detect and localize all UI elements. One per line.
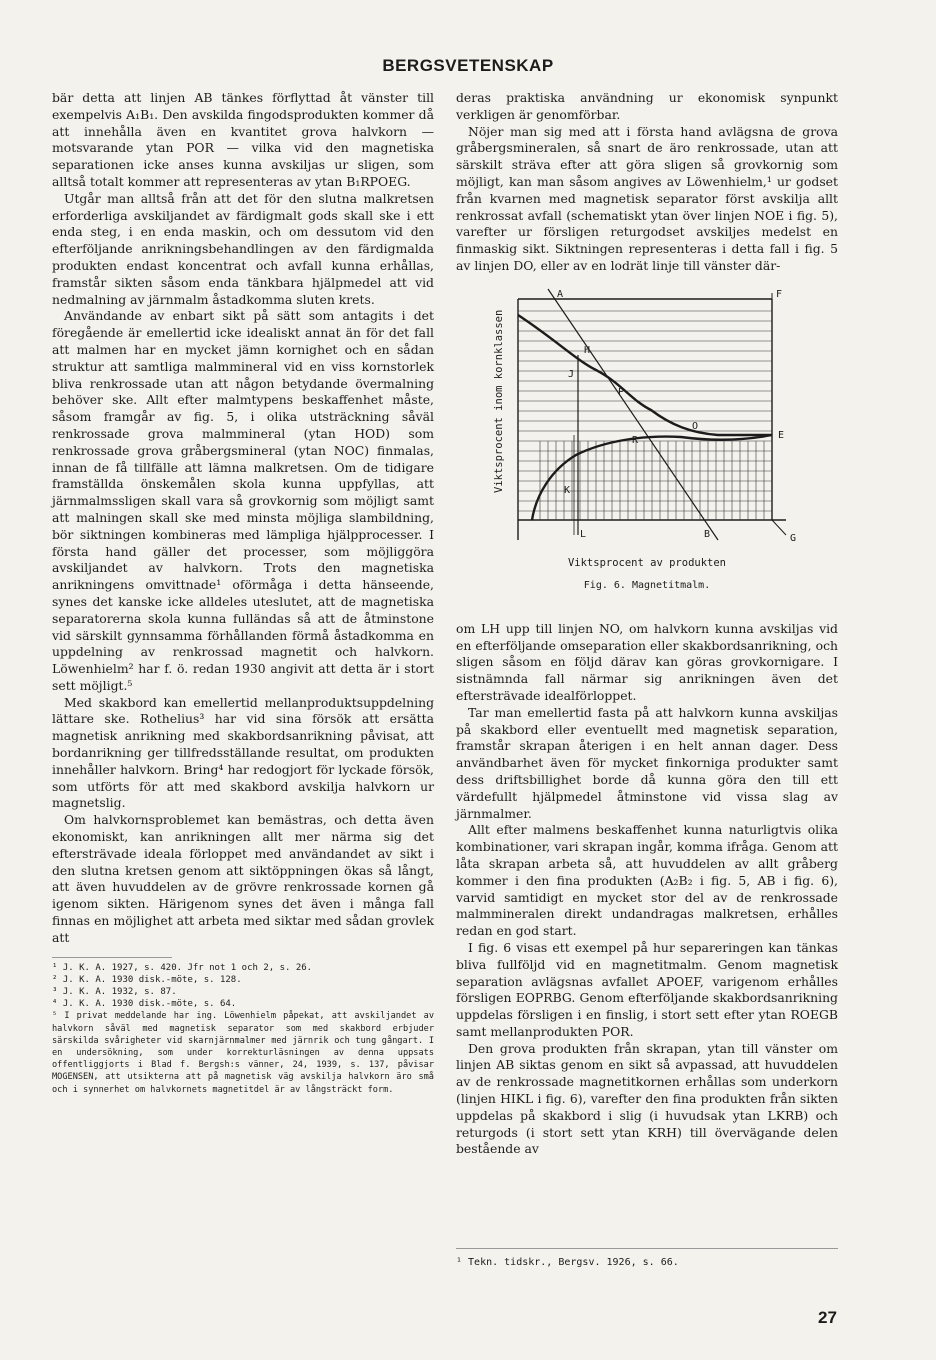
label-p: P [618,386,625,398]
paragraph: Tar man emellertid fasta på att halvkorn kunna avskiljas på skakbord eller eventuellt med magnetisk separation, framstår skrapan återigen i en helt annan dager. Dess användbarhet även för mycket finkorniga produkter samt dess driftsbillighet borde då kunna göra den till ett värdefullt hjälpmedel åtminstone vid vissa slag av järnmalmer. [456,704,838,821]
right-footnote: ¹ Tekn. tidskr., Bergsv. 1926, s. 66. [456,1248,838,1268]
label-f: F [776,288,783,300]
paragraph: deras praktiska användning ur ekonomisk synpunkt verkligen är genomförbar. [456,90,838,122]
figure-6 [456,285,838,615]
paragraph: Användande av enbart sikt på sätt som antagits i det föregående är emellertid icke idealiskt annat än för det fall att malmen har en mycket jämn kornighet och en sådan struktur att samtliga malmmineral vid en viss kornstorlek bliva renkrossade utan att någon betydande övermalning behöver ske. Allt efter malmtypens beskaffenhet måste, såsom framgår av fig. 5, i olika utsträckning såväl renkrossade grova malmmineral (ytan HOD) som renkrossade grova gråbergsmineral (ytan NOC) finmalas, innan de få tillfälle att lämna malkretsen. Om de tidigare framställda önskemålen skola kunna uppfyllas, att järnmalmssligen skall vara så grovkornig som möjligt samt att malningen skall ske med minsta möjliga slambildning, bör siktningen kombineras med lämpliga hjälpprocesser. I första hand gäller det processer, som möjliggöra avskiljandet av halvkorn. Trots den magnetiska anrikningens omvittnade¹ oförmåga i detta hänseende, synes det kanske icke alldeles uteslutet, att de magnetiska separatorerna skola kunna fulländas så att de åtminstone vid särskilt gynnsamma förhållanden förmå åstadkomma en uppdelning av renkrossad magnetit och halvkorn. Löwenhielm² har f. ö. redan 1930 angivit att detta är i stort sett möjligt.⁵ [52,308,434,693]
label-a: A [557,288,564,300]
x-axis-label: Viktsprocent av produkten [567,556,727,569]
paragraph: Utgår man alltså från att det för den slutna malkretsen erforderliga avskiljandet av färdigmalt gods skall ske i ett enda steg, i en enda maskin, och om dessutom vid den efterföljande anrikningsbehandlingen av den färdigmalda produkten endast koncentrat och avfall kunna erhållas, framstår sikten såsom enda tänkbara hjälpmedel att vid nedmalning av järnmalm åstadkomma sluten krets. [52,190,434,307]
paragraph: Nöjer man sig med att i första hand avlägsna de grova gråbergsmineralen, så snart de äro renkrossade, utan att särskilt sträva efter att göra sligen så grovkornig som möjligt, kan man såsom angives av Löwenhielm,¹ ur godset från kvarnen med magnetisk separator först avskilja allt renkrossat avfall (schematiskt ytan över linjen NOE i fig. 5), varefter ur försligen returgodset avskiljes medelst en finmaskig sikt. Siktningen representeras i detta fall i fig. 5 av linjen DO, eller av en lodrät linje till vänster där- [456,123,838,273]
label-j: J [568,368,575,380]
paragraph: Den grova produkten från skrapan, ytan till vänster om linjen AB siktas genom en sikt så avpassad, att huvuddelen av de renkrossade magnetitkornen erhållas som underkorn (linjen HIKL i fig. 6), varefter den fina produkten från sikten uppdelas på skakbord i slig (i huvudsak ytan LKRB) och returgods (i stort sett ytan KRH) till övervägande delen bestående av [456,1040,838,1157]
footnote: ² J. K. A. 1930 disk.-möte, s. 128. [52,974,242,985]
label-g: G [790,532,797,544]
right-column [456,90,838,1158]
y-axis-label: Viktsprocent inom kornklassen [493,309,505,493]
paragraph: Med skakbord kan emellertid mellanproduktsuppdelning lättare ske. Rothelius³ har vid sina försök att ersätta magnetisk anrikning med skakbordsanrikning påvisat, att bordanrikning ger tillfredsställande resultat, om produkten innehåller halvkorn. Bring⁴ har redogjort för lyckade försök, som utförts för att med skakbord avskilja halvkorn ur magnetslig. [52,694,434,811]
label-b: B [704,528,711,540]
label-k: K [564,484,571,496]
paragraph: I fig. 6 visas ett exempel på hur separeringen kan tänkas bliva fullföljd vid en magnetitmalm. Genom magnetisk separation avlägsnas avfallet APOEF, varigenom erhålles försligen EOPRBG. Genom efterföljande skakbordsanrikning uppdelas försligen i en finslig, i stort sett efter ytan ROEGB samt mellanprodukten POR. [456,939,838,1039]
label-l: L [580,528,587,540]
label-h: H [584,344,591,356]
paragraph: Allt efter malmens beskaffenhet kunna naturligtvis olika kombinationer, vari skrapan ingår, komma ifråga. Genom att låta skrapan arbeta så, att huvuddelen av allt gråberg kommer i den fina produkten (A₂B₂ i fig. 5, AB i fig. 6), varvid samtidigt en mycket stor del av de renkrossade malmmineralen direkt undandragas malkretsen, erhålles redan en god start. [456,822,838,939]
diagram [456,285,838,555]
paragraph: bär detta att linjen AB tänkes förflyttad åt vänster till exempelvis A₁B₁. Den avskilda fingodsprodukten kommer då att innehålla även en kvantitet grova halvkorn — motsvarande ytan POR — vilka vid den magnetiska separationen icke anses kunna avskiljas ur sligen, som alltså totalt kommer att representeras av ytan B₁RPOEG. [52,90,434,189]
curve-upper [518,315,772,435]
figure-caption: Fig. 6. Magnetitmalm. [583,579,711,591]
label-r: R [632,434,639,446]
left-column [52,90,434,1096]
paragraph: Om halvkornsproblemet kan bemästras, och detta även ekonomiskt, kan anrikningen allt mer närma sig det eftersträvade ideala förloppet med användandet av sikt i den slutna kretsen genom att siktöppningen ökas så långt, att även huvuddelen av de grövre renkrossade kornen gå igenom sikten. Härigenom synes det även i många fall finnas en möjlighet att arbeta med siktar med sådan grovlek att [52,812,434,945]
footnote: ³ J. K. A. 1932, s. 87. [52,987,177,998]
footnote: ⁴ J. K. A. 1930 disk.-möte, s. 64. [52,999,237,1010]
running-header: BERGSVETENSKAP [382,56,554,75]
line-g [772,520,786,535]
label-e: E [778,429,785,441]
footnotes [52,957,434,1096]
paragraph: om LH upp till linjen NO, om halvkorn kunna avskiljas vid en efterföljande omseparation eller skakbordsanrikning, och sligen såsom en följd därav kan göras grovkornigare. I sistnämnda fall närmar sig anrikningen även det eftersträvade idealförloppet. [456,620,838,703]
footnote: ⁵ I privat meddelande har ing. Löwenhielm påpekat, att avskiljandet av halvkorn såväl med magnetisk separator som med skakbord erbjuder särskilda svårigheter vid skarnjärnmalmer med järnrik och tung gångart. I en undersökning, som under korrekturläsningen av denna uppsats offentliggjorts i Blad f. Bergsh:s vänner, 24, 1939, s. 137, påvisar MOGENSEN, att utsikterna att på magnetisk väg avskilja halvkorn äro små och i synnerhet om halvkornets magnetitdel är av långsträckt form. [52,1011,434,1095]
label-o: O [692,420,699,432]
page-number: 27 [818,1308,837,1327]
line-ab [548,289,718,540]
footnote: ¹ J. K. A. 1927, s. 420. Jfr not 1 och 2, s. 26. [52,962,313,973]
